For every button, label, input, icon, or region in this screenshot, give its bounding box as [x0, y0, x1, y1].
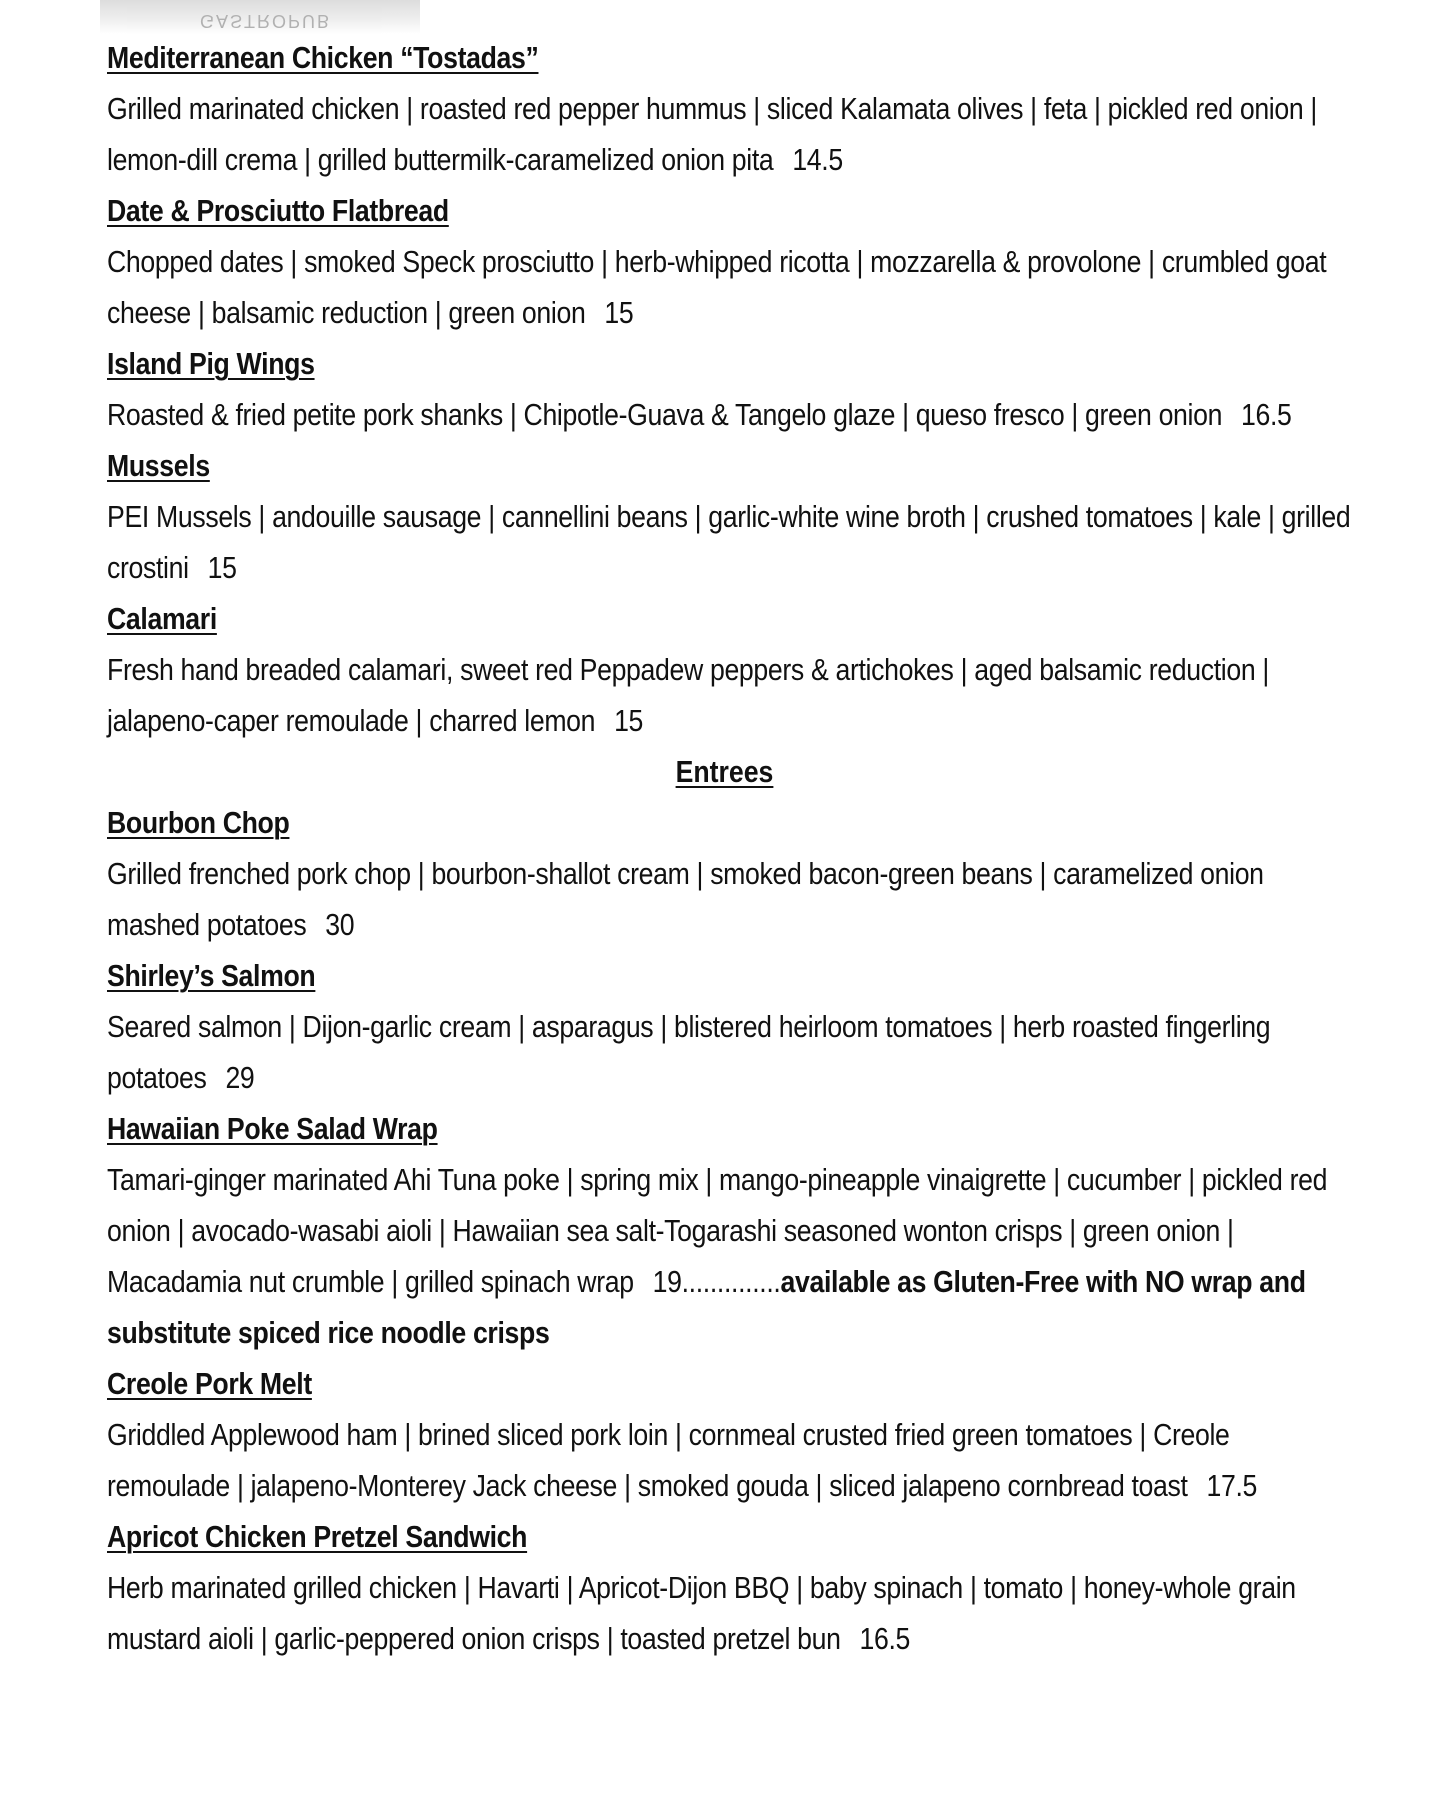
item-price: 30 [325, 907, 355, 942]
item-description-text: Grilled frenched pork chop | bourbon-shallot cream | smoked bacon-green beans | caramelized onion mashed potatoes [107, 856, 1264, 942]
item-name: Creole Pork Melt [107, 1366, 312, 1401]
menu-item [107, 338, 1357, 440]
item-description-text: Roasted & fried petite pork shanks | Chipotle-Guava & Tangelo glaze | queso fresco | green onion [107, 397, 1223, 432]
item-price: 16.5 [859, 1621, 911, 1656]
item-name: Island Pig Wings [107, 346, 315, 381]
gluten-free-note: available as Gluten-Free with NO wrap and substitute spiced rice noodle crisps [107, 1264, 1306, 1350]
item-price: 15 [604, 295, 634, 330]
item-description-text: Grilled marinated chicken | roasted red pepper hummus | sliced Kalamata olives | feta | pickled red onion | lemon-dill crema | grilled buttermilk-caramelized onion pita [107, 91, 1317, 177]
item-name: Apricot Chicken Pretzel Sandwich [107, 1519, 528, 1554]
item-name: Mediterranean Chicken “Tostadas” [107, 40, 539, 75]
item-name: Calamari [107, 601, 217, 636]
menu-item [107, 32, 1357, 185]
item-description-text: Herb marinated grilled chicken | Havarti | Apricot-Dijon BBQ | baby spinach | tomato | honey-whole grain mustard aioli | garlic-peppered onion crisps | toasted pretzel bun [107, 1570, 1296, 1656]
item-description [107, 1154, 1357, 1358]
item-name: Hawaiian Poke Salad Wrap [107, 1111, 438, 1146]
item-price: 15 [207, 550, 237, 585]
menu-item [107, 797, 1357, 950]
item-description-text: Tamari-ginger marinated Ahi Tuna poke | spring mix | mango-pineapple vinaigrette | cucumber | pickled red onion | avocado-wasabi aioli | Hawaiian sea salt-Togarashi seasoned wonton crisps | green onion | Macadamia nut crumble | grilled spinach wrap [107, 1162, 1328, 1299]
menu-item [107, 185, 1357, 338]
ghost-header-text: GASTROPUB [200, 11, 332, 31]
item-description [107, 83, 1357, 185]
item-description-text: PEI Mussels | andouille sausage | cannellini beans | garlic-white wine broth | crushed tomatoes | kale | grilled crostini [107, 499, 1351, 585]
header-strip [100, 0, 420, 34]
item-price: 17.5 [1206, 1468, 1258, 1503]
menu-item [107, 440, 1357, 593]
item-price: 15 [614, 703, 644, 738]
item-price: 14.5 [792, 142, 843, 177]
menu-item [107, 1103, 1357, 1358]
item-name: Mussels [107, 448, 210, 483]
item-name: Bourbon Chop [107, 805, 290, 840]
menu [107, 32, 1357, 1664]
menu-item [107, 1358, 1357, 1511]
item-name: Date & Prosciutto Flatbread [107, 193, 449, 228]
item-name: Shirley’s Salmon [107, 958, 316, 993]
item-description [107, 236, 1357, 338]
menu-item [107, 950, 1357, 1103]
item-price: 29 [225, 1060, 255, 1095]
item-description [107, 644, 1357, 746]
item-price: 19 [652, 1264, 682, 1299]
menu-item [107, 593, 1357, 746]
item-description-text: Seared salmon | Dijon-garlic cream | asparagus | blistered heirloom tomatoes | herb roasted fingerling potatoes [107, 1009, 1271, 1095]
section-title-entrees: Entrees [675, 754, 774, 789]
price-leader-dots: .............. [681, 1264, 781, 1299]
item-description [107, 491, 1357, 593]
item-price: 16.5 [1241, 397, 1292, 432]
item-description [107, 848, 1357, 950]
item-description [107, 1001, 1357, 1103]
item-description-text: Griddled Applewood ham | brined sliced pork loin | cornmeal crusted fried green tomatoes | Creole remoulade | jalapeno-Monterey Jack cheese | smoked gouda | sliced jalapeno cornbread toast [107, 1417, 1230, 1503]
item-description-text: Fresh hand breaded calamari, sweet red Peppadew peppers & artichokes | aged balsamic reduction | jalapeno-caper remoulade | charred lemon [107, 652, 1269, 738]
menu-item [107, 1511, 1357, 1664]
item-description [107, 1409, 1357, 1511]
item-description [107, 1562, 1357, 1664]
item-description-text: Chopped dates | smoked Speck prosciutto | herb-whipped ricotta | mozzarella & provolone | crumbled goat cheese | balsamic reduction | green onion [107, 244, 1327, 330]
item-description [107, 389, 1357, 440]
